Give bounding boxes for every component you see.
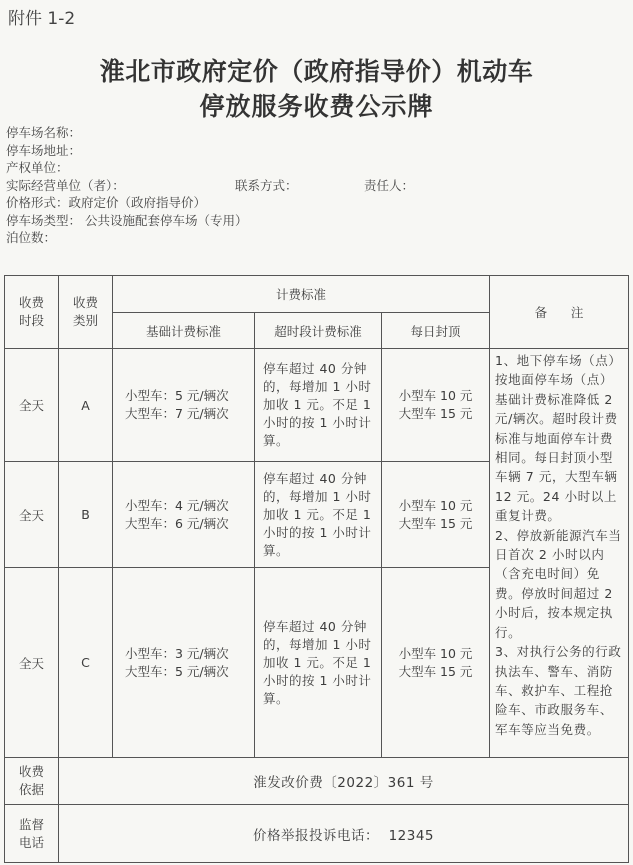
header-daily-cap: 每日封顶	[382, 313, 490, 349]
row-c-period: 全天	[5, 568, 59, 758]
phone-label-text: 监督 电话	[18, 816, 44, 850]
row-b-cap	[382, 462, 490, 568]
row-b-period: 全天	[5, 462, 59, 568]
row-b-base	[113, 462, 255, 568]
title-line-1: 淮北市政府定价（政府指导价）机动车	[99, 57, 534, 86]
phone-label	[5, 805, 59, 863]
operator: 实际经营单位（者）：	[6, 177, 125, 193]
basis-value: 淮发改价费〔2022〕361 号	[59, 758, 629, 805]
spaces: 泊位数：	[6, 230, 57, 245]
row-c-base	[113, 568, 255, 758]
attachment-label: 附件 1-2	[8, 9, 76, 29]
row-b-category: B	[59, 462, 113, 568]
header-category	[59, 276, 113, 349]
remarks-cell	[490, 349, 629, 758]
remark-3: 3、对执行公务的行政执法车、警车、消防车、救护车、工程抢险车、市政服务车、军车等应当免费。	[495, 644, 622, 737]
remark-1: 1、地下停车场（点）按地面停车场（点）基础计费标准降低 2 元/辆次。超时段计费标准与地面停车计费相同。每日封顶小型车辆 7 元，大型车辆 12 元。24 小时以上重复计费。	[495, 353, 622, 524]
row-c-category: C	[59, 568, 113, 758]
table-row	[5, 349, 629, 462]
header-standard: 计费标准	[113, 276, 490, 313]
basis-label	[5, 758, 59, 805]
price-form: 价格形式：政府定价（政府指导价）	[6, 195, 207, 210]
fee-table	[4, 275, 629, 863]
owner: 产权单位：	[6, 160, 69, 175]
lot-name: 停车场名称：	[6, 125, 82, 140]
row-c-base-large: 大型车：5 元/辆次	[125, 663, 229, 679]
row-a-cap	[382, 349, 490, 462]
row-a-cap-large: 大型车 15 元	[398, 406, 473, 421]
row-b-base-small: 小型车：4 元/辆次	[125, 497, 229, 513]
row-b-base-large: 大型车：6 元/辆次	[125, 515, 229, 531]
header-overtime: 超时段计费标准	[255, 313, 382, 349]
row-a-cap-small: 小型车 10 元	[398, 388, 473, 403]
row-a-overtime: 停车超过 40 分钟的，每增加 1 小时加收 1 元。不足 1 小时的按 1 小时计算。	[255, 349, 382, 462]
row-c-cap-small: 小型车 10 元	[398, 645, 473, 661]
row-a-period: 全天	[5, 349, 59, 462]
row-c-base-small: 小型车：3 元/辆次	[125, 645, 229, 661]
row-a-base-large: 大型车：7 元/辆次	[125, 406, 229, 421]
header-remark: 备 注	[490, 276, 629, 349]
row-c-overtime: 停车超过 40 分钟的，每增加 1 小时加收 1 元。不足 1 小时的按 1 小时计算。	[255, 568, 382, 758]
row-c-cap-large: 大型车 15 元	[398, 663, 473, 679]
phone-value: 价格举报投诉电话： 12345	[59, 805, 629, 863]
row-b-cap-large: 大型车 15 元	[398, 515, 473, 531]
phone-row	[5, 805, 629, 863]
lot-address: 停车场地址：	[6, 142, 82, 158]
contact: 联系方式：	[235, 177, 298, 193]
row-a-base-small: 小型车：5 元/辆次	[125, 388, 229, 403]
row-b-overtime: 停车超过 40 分钟的，每增加 1 小时加收 1 元。不足 1 小时的按 1 小时计算。	[255, 462, 382, 568]
header-period	[5, 276, 59, 349]
responsible: 责任人：	[364, 177, 415, 193]
remark-2: 2、停放新能源汽车当日首次 2 小时以内（含充电时间）免费。停放时间超过 2 小时后，按本规定执行。	[495, 527, 622, 640]
row-b-cap-small: 小型车 10 元	[398, 497, 473, 513]
row-a-category: A	[59, 349, 113, 462]
row-c-cap	[382, 568, 490, 758]
header-period-text: 收费 时段	[18, 295, 44, 328]
row-a-base	[113, 349, 255, 462]
title-line-2: 停放服务收费公示牌	[199, 92, 434, 121]
lot-type: 停车场类型： 公共设施配套停车场（专用）	[6, 212, 248, 228]
header-category-text: 收费 类别	[72, 295, 98, 328]
basis-row	[5, 758, 629, 805]
header-base: 基础计费标准	[113, 313, 255, 349]
basis-label-text: 收费 依据	[18, 764, 44, 797]
